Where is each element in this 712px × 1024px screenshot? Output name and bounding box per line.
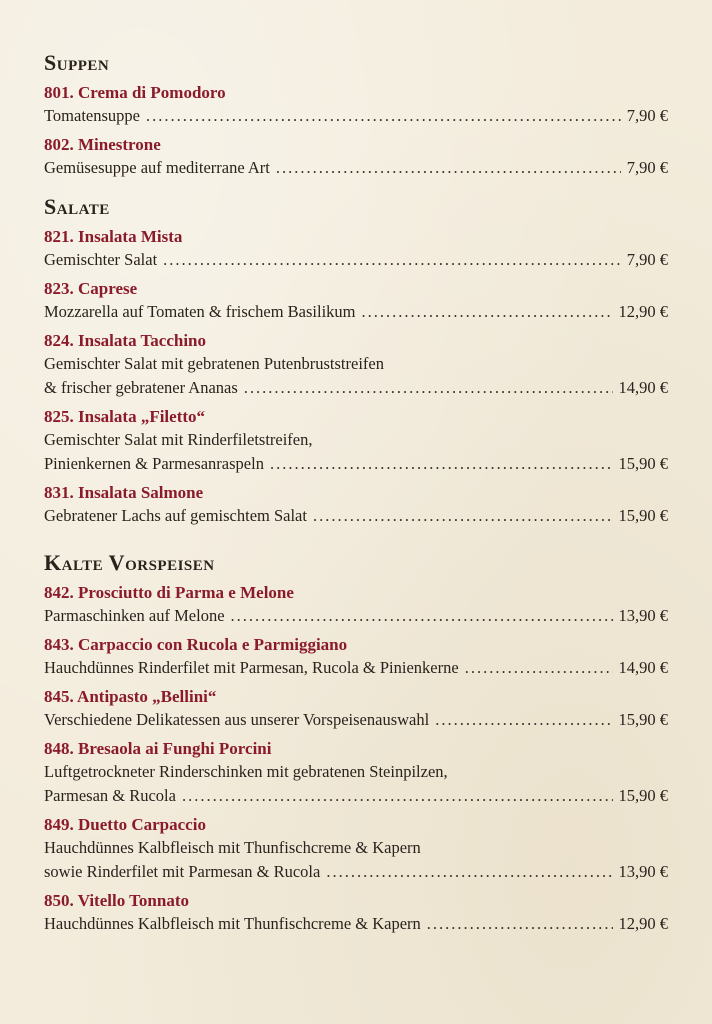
leader-dots: [313, 504, 613, 528]
item-price: 12,90 €: [618, 302, 668, 321]
leader-dots: [276, 156, 621, 180]
item-name: 801. Crema di Pomodoro: [44, 83, 226, 102]
item-description-line: Gemischter Salat mit Rinderfiletstreifen,: [44, 430, 313, 449]
item-description-row: [44, 376, 668, 400]
item-description: Pinienkernen & Parmesanraspeln: [44, 454, 264, 473]
item-price: 13,90 €: [618, 862, 668, 881]
item-price: 7,90 €: [626, 158, 668, 177]
item-description-row: [44, 504, 668, 528]
leader-dots: [231, 604, 613, 628]
item-description-row: [44, 156, 668, 180]
menu-item: [44, 226, 668, 272]
menu-item: [44, 738, 668, 808]
leader-dots: [465, 656, 613, 680]
item-name: 842. Prosciutto di Parma e Melone: [44, 583, 294, 602]
item-description-row: [44, 300, 668, 324]
leader-dots: [362, 300, 613, 324]
item-description-row: [44, 248, 668, 272]
section-kalte-vorspeisen: [44, 550, 668, 936]
item-price: 12,90 €: [618, 914, 668, 933]
item-name: 850. Vitello Tonnato: [44, 891, 190, 910]
item-name: 831. Insalata Salmone: [44, 483, 204, 502]
item-description-row: [44, 604, 668, 628]
menu-item: [44, 814, 668, 884]
menu-item: [44, 330, 668, 400]
leader-dots: [326, 860, 612, 884]
item-description-row: [44, 912, 668, 936]
item-description-row: [44, 452, 668, 476]
menu-item: [44, 582, 668, 628]
item-description: Hauchdünnes Rinderfilet mit Parmesan, Rucola & Pinienkerne: [44, 658, 459, 677]
item-description-line: Gemischter Salat mit gebratenen Putenbruststreifen: [44, 354, 384, 373]
leader-dots: [244, 376, 613, 400]
item-description: & frischer gebratener Ananas: [44, 378, 238, 397]
item-name: 821. Insalata Mista: [44, 227, 183, 246]
item-name: 845. Antipasto „Bellini“: [44, 687, 217, 706]
item-description-row: [44, 104, 668, 128]
section-title: Kalte Vorspeisen: [44, 550, 215, 575]
item-name: 825. Insalata „Filetto“: [44, 407, 206, 426]
item-name: 824. Insalata Tacchino: [44, 331, 207, 350]
menu-item: [44, 890, 668, 936]
item-name: 802. Minestrone: [44, 135, 161, 154]
item-price: 14,90 €: [618, 378, 668, 397]
item-price: 15,90 €: [618, 454, 668, 473]
item-description: Gemüsesuppe auf mediterrane Art: [44, 158, 270, 177]
item-price: 14,90 €: [618, 658, 668, 677]
item-price: 13,90 €: [618, 606, 668, 625]
item-description-line: Hauchdünnes Kalbfleisch mit Thunfischcreme & Kapern: [44, 838, 421, 857]
section-title: Suppen: [44, 50, 110, 75]
leader-dots: [163, 248, 621, 272]
leader-dots: [270, 452, 613, 476]
section-suppen: [44, 50, 668, 180]
item-description: Gemischter Salat: [44, 250, 158, 269]
item-description: Tomatensuppe: [44, 106, 140, 125]
item-description-row: [44, 708, 668, 732]
item-description-row: [44, 860, 668, 884]
item-description: Hauchdünnes Kalbfleisch mit Thunfischcreme & Kapern: [44, 914, 421, 933]
leader-dots: [182, 784, 613, 808]
menu-item: [44, 634, 668, 680]
item-price: 15,90 €: [618, 710, 668, 729]
item-price: 7,90 €: [626, 106, 668, 125]
menu-item: [44, 134, 668, 180]
item-description: Parmaschinken auf Melone: [44, 606, 225, 625]
item-description: Parmesan & Rucola: [44, 786, 176, 805]
item-price: 15,90 €: [618, 786, 668, 805]
menu-item: [44, 686, 668, 732]
item-description-row: [44, 656, 668, 680]
item-description: Gebratener Lachs auf gemischtem Salat: [44, 506, 307, 525]
menu-item: [44, 82, 668, 128]
item-name: 823. Caprese: [44, 279, 138, 298]
item-description: Verschiedene Delikatessen aus unserer Vorspeisenauswahl: [44, 710, 430, 729]
menu-item: [44, 406, 668, 476]
item-price: 15,90 €: [618, 506, 668, 525]
section-title: Salate: [44, 194, 110, 219]
menu-item: [44, 482, 668, 528]
item-description-row: [44, 784, 668, 808]
item-description-line: Luftgetrockneter Rinderschinken mit gebratenen Steinpilzen,: [44, 762, 448, 781]
item-name: 848. Bresaola ai Funghi Porcini: [44, 739, 272, 758]
item-description: sowie Rinderfilet mit Parmesan & Rucola: [44, 862, 321, 881]
leader-dots: [435, 708, 612, 732]
item-description: Mozzarella auf Tomaten & frischem Basilikum: [44, 302, 356, 321]
item-name: 849. Duetto Carpaccio: [44, 815, 206, 834]
leader-dots: [427, 912, 613, 936]
leader-dots: [146, 104, 621, 128]
item-name: 843. Carpaccio con Rucola e Parmiggiano: [44, 635, 348, 654]
item-price: 7,90 €: [626, 250, 668, 269]
section-salate: [44, 194, 668, 528]
menu-item: [44, 278, 668, 324]
